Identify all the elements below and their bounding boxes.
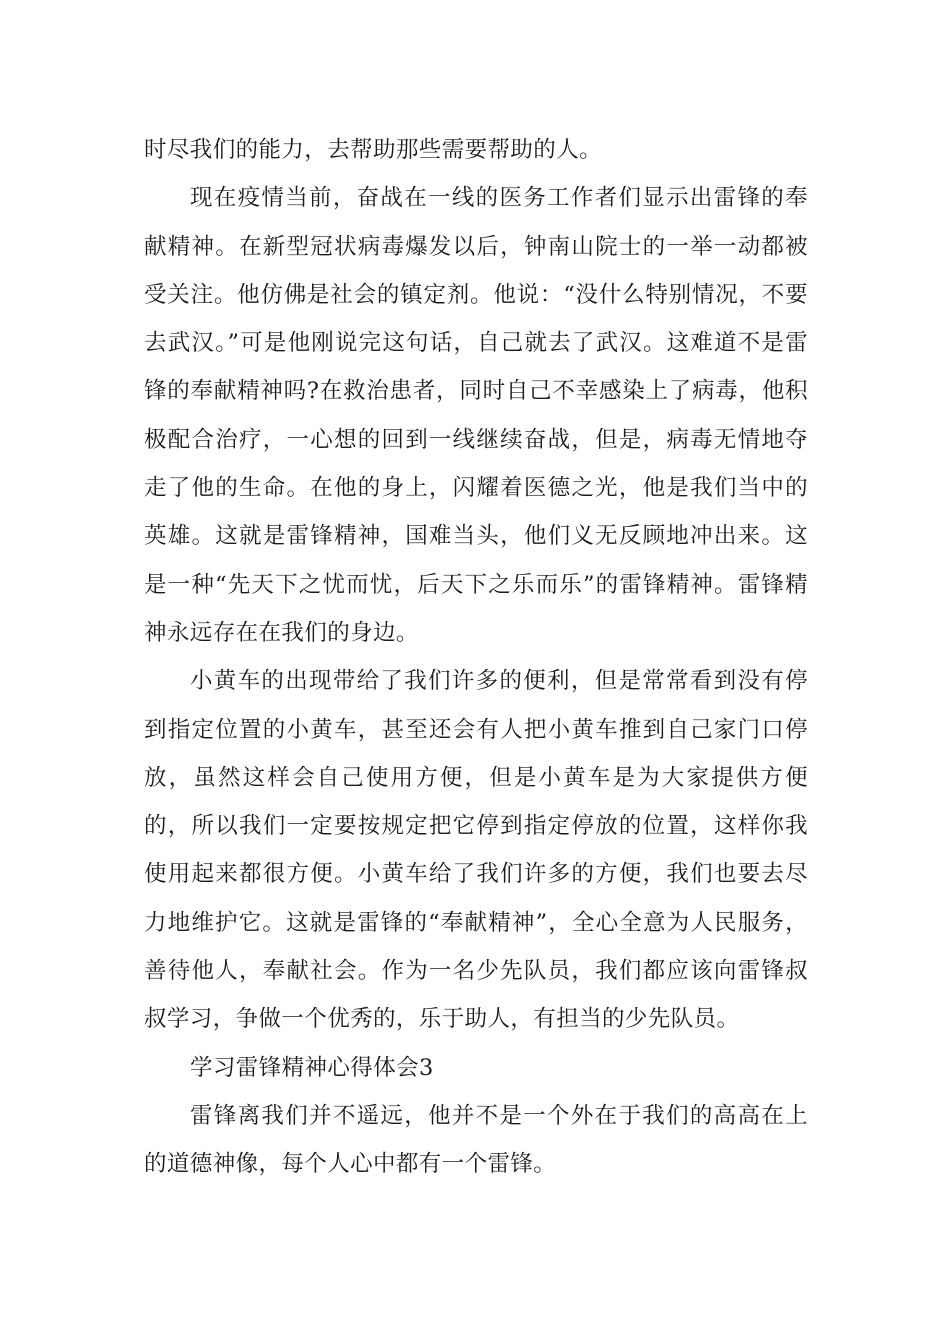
paragraph-continuation: 时尽我们的能力，去帮助那些需要帮助的人。 [144,137,603,163]
document-body [144,126,808,1189]
paragraph-epidemic: 现在疫情当前，奋战在一线的医务工作者们显示出雷锋的奉献精神。在新型冠状病毒爆发以后，钟南山院士的一举一动都被受关注。他仿佛是社会的镇定剂。他说：“没什么特别情况，不要去武汉。”可是他刚说完这句话，自己就去了武汉。这难道不是雷锋的奉献精神吗?在救治患者，同时自己不幸感染上了病毒，他积极配合治疗，一心想的回到一线继续奋战，但是，病毒无情地夺走了他的生命。在他的身上，闪耀着医德之光，他是我们当中的英雄。这就是雷锋精神，国难当头，他们义无反顾地冲出来。这是一种“先天下之忧而忧，后天下之乐而乐”的雷锋精神。雷锋精神永远存在在我们的身边。 [144,185,808,646]
paragraph-leifeng: 雷锋离我们并不遥远，他并不是一个外在于我们的高高在上的道德神像，每个人心中都有一个雷锋。 [144,1102,808,1178]
section-heading: 学习雷锋精神心得体会3 [190,1054,434,1081]
paragraph-yellow-bike: 小黄车的出现带给了我们许多的便利，但是常常看到没有停到指定位置的小黄车，甚至还会有人把小黄车推到自己家门口停放，虽然这样会自己使用方便，但是小黄车是为大家提供方便的，所以我们一定要按规定把它停到指定停放的位置，这样你我使用起来都很方便。小黄车给了我们许多的方便，我们也要去尽力地维护它。这就是雷锋的“奉献精神”，全心全意为人民服务，善待他人，奉献社会。作为一名少先队员，我们都应该向雷锋叔叔学习，争做一个优秀的，乐于助人，有担当的少先队员。 [144,668,808,1033]
